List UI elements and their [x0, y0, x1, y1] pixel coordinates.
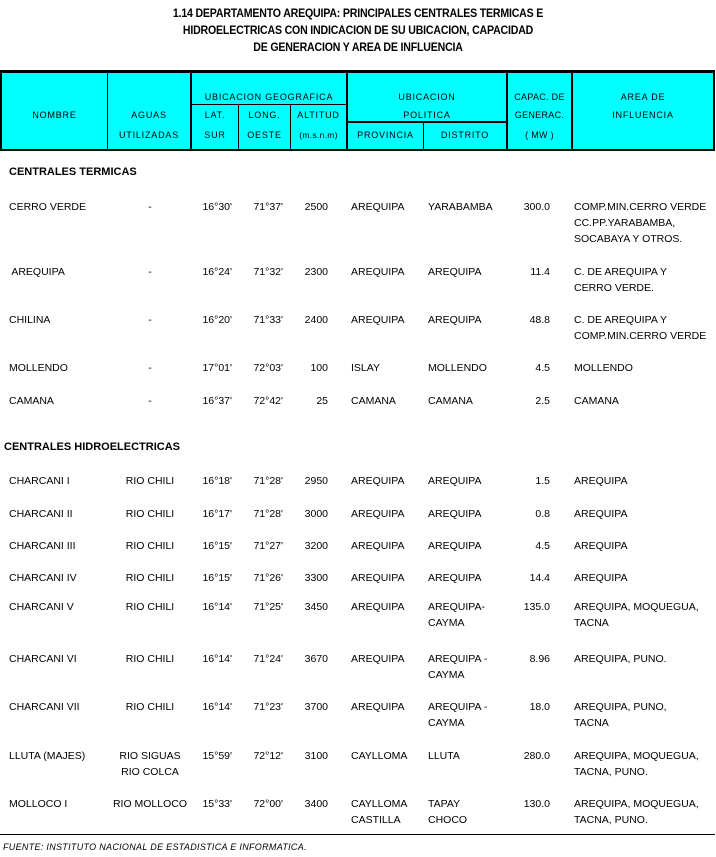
row-divider: [346, 121, 508, 123]
section-title: CENTRALES HIDROELECTRICAS: [4, 441, 181, 453]
cell-aguas: RIO COLCA: [121, 766, 179, 778]
cell-area: AREQUIPA, PUNO,: [574, 701, 667, 713]
cell-area: AREQUIPA, PUNO.: [574, 653, 667, 665]
cell-nombre: LLUTA (MAJES): [9, 750, 86, 762]
cell-aguas: -: [148, 266, 152, 278]
cell-lat: 16°15': [202, 572, 232, 584]
cell-long: 71°32': [253, 266, 283, 278]
table-bottom-rule: [0, 834, 715, 835]
source-footnote: FUENTE: INSTITUTO NACIONAL DE ESTADISTICA E INFORMATICA.: [3, 842, 307, 852]
cell-nombre: MOLLOCO I: [9, 798, 68, 810]
cell-area: AREQUIPA, MOQUEGUA,: [574, 601, 699, 613]
cell-provincia: CASTILLA: [351, 814, 401, 826]
cell-aguas: RIO SIGUAS: [119, 750, 181, 762]
cell-alt: 2950: [304, 475, 328, 487]
cell-area: AREQUIPA: [574, 508, 628, 520]
header-capacidad: CAPAC. DE: [514, 92, 565, 102]
cell-distrito: CAMANA: [428, 395, 473, 407]
cell-area: COMP.MIN.CERRO VERDE: [574, 201, 707, 213]
cell-nombre: CERRO VERDE: [9, 201, 87, 213]
cell-area: AREQUIPA: [574, 540, 628, 552]
cell-long: 71°24': [253, 653, 283, 665]
cell-alt: 3670: [304, 653, 328, 665]
cell-distrito: MOLLENDO: [428, 362, 487, 374]
cell-area: SOCABAYA Y OTROS.: [574, 233, 683, 245]
cell-lat: 16°30': [202, 201, 232, 213]
cell-aguas: RIO CHILI: [125, 508, 175, 520]
cell-area: AREQUIPA, MOQUEGUA,: [574, 750, 699, 762]
cell-distrito: AREQUIPA: [428, 314, 482, 326]
cell-area: CC.PP.YARABAMBA,: [574, 217, 676, 229]
cell-distrito: CHOCO: [428, 814, 468, 826]
cell-alt: 2300: [304, 266, 328, 278]
cell-cap: 135.0: [523, 601, 550, 613]
cell-distrito: CAYMA: [428, 669, 465, 681]
cell-nombre: CHARCANI V: [9, 601, 74, 613]
cell-distrito: CAYMA: [428, 617, 465, 629]
cell-provincia: AREQUIPA: [351, 508, 405, 520]
cell-provincia: CAYLLOMA: [351, 750, 408, 762]
cell-long: 71°27': [253, 540, 283, 552]
cell-provincia: AREQUIPA: [351, 601, 405, 613]
cell-cap: 4.5: [535, 362, 550, 374]
cell-provincia: ISLAY: [351, 362, 380, 374]
cell-provincia: AREQUIPA: [351, 266, 405, 278]
cell-aguas: RIO CHILI: [125, 572, 175, 584]
cell-lat: 16°14': [202, 701, 232, 713]
cell-alt: 3450: [304, 601, 328, 613]
header-aguas: UTILIZADAS: [118, 130, 179, 140]
cell-provincia: AREQUIPA: [351, 201, 405, 213]
cell-provincia: AREQUIPA: [351, 572, 405, 584]
header-ubicacion-politica: UBICACION: [398, 92, 456, 102]
cell-nombre: CHARCANI VII: [9, 701, 80, 713]
cell-nombre: CHARCANI VI: [9, 653, 77, 665]
cell-long: 71°25': [253, 601, 283, 613]
cell-nombre: CHARCANI I: [9, 475, 70, 487]
cell-lat: 15°59': [202, 750, 232, 762]
cell-cap: 300.0: [523, 201, 550, 213]
cell-aguas: RIO CHILI: [125, 653, 175, 665]
cell-nombre: AREQUIPA: [9, 266, 65, 278]
cell-alt: 3300: [304, 572, 328, 584]
header-area: INFLUENCIA: [612, 110, 674, 120]
cell-provincia: CAYLLOMA: [351, 798, 408, 810]
cell-lat: 17°01': [202, 362, 232, 374]
cell-provincia: AREQUIPA: [351, 540, 405, 552]
cell-area: COMP.MIN.CERRO VERDE: [574, 330, 707, 342]
cell-area: TACNA: [574, 717, 609, 729]
table-title: [29, 6, 688, 57]
cell-long: 71°23': [253, 701, 283, 713]
cell-cap: 14.4: [529, 572, 550, 584]
cell-cap: 4.5: [535, 540, 550, 552]
title-line: 1.14 DEPARTAMENTO AREQUIPA: PRINCIPALES CENTRALES TERMICAS E: [172, 8, 544, 20]
cell-alt: 2500: [304, 201, 328, 213]
cell-long: 71°28': [253, 475, 283, 487]
header-altitud: (m.s.n.m): [299, 130, 338, 140]
table-header: [0, 70, 715, 151]
cell-cap: 2.5: [535, 395, 550, 407]
cell-lat: 16°17': [202, 508, 232, 520]
header-capacidad: GENERAC.: [514, 110, 565, 120]
cell-distrito: CAYMA: [428, 717, 465, 729]
cell-area: AREQUIPA, MOQUEGUA,: [574, 798, 699, 810]
cell-provincia: AREQUIPA: [351, 314, 405, 326]
cell-nombre: MOLLENDO: [9, 362, 68, 374]
cell-cap: 11.4: [530, 266, 550, 278]
header-ubicacion-geografica: UBICACION GEOGRAFICA: [204, 92, 334, 102]
cell-distrito: AREQUIPA: [428, 475, 482, 487]
header-border-right: [713, 70, 715, 151]
cell-lat: 16°37': [202, 395, 232, 407]
cell-alt: 2400: [304, 314, 328, 326]
header-area: AREA DE: [620, 92, 666, 102]
cell-distrito: LLUTA: [428, 750, 460, 762]
cell-lat: 16°20': [202, 314, 232, 326]
cell-nombre: CHILINA: [9, 314, 51, 326]
cell-provincia: AREQUIPA: [351, 653, 405, 665]
cell-alt: 25: [316, 395, 328, 407]
header-nombre: NOMBRE: [32, 110, 77, 120]
cell-area: C. DE AREQUIPA Y: [574, 266, 667, 278]
cell-alt: 100: [310, 362, 328, 374]
cell-area: TACNA, PUNO.: [574, 766, 648, 778]
cell-long: 71°26': [253, 572, 283, 584]
cell-lat: 16°14': [202, 601, 232, 613]
cell-provincia: AREQUIPA: [351, 701, 405, 713]
cell-distrito: AREQUIPA-: [428, 601, 485, 613]
cell-alt: 3700: [304, 701, 328, 713]
cell-cap: 18.0: [529, 701, 550, 713]
cell-cap: 8.96: [529, 653, 550, 665]
cell-aguas: -: [148, 201, 152, 213]
cell-aguas: RIO CHILI: [125, 540, 175, 552]
header-lat: SUR: [204, 130, 226, 140]
header-lat: LAT.: [204, 110, 226, 120]
header-provincia: PROVINCIA: [357, 130, 414, 140]
cell-aguas: -: [148, 362, 152, 374]
cell-cap: 280.0: [523, 750, 550, 762]
cell-aguas: RIO CHILI: [125, 601, 175, 613]
header-ubicacion-politica: POLITICA: [403, 110, 451, 120]
cell-aguas: RIO MOLLOCO: [112, 798, 188, 810]
cell-area: TACNA, PUNO.: [574, 814, 648, 826]
title-line: DE GENERACION Y AREA DE INFLUENCIA: [253, 42, 463, 54]
cell-distrito: AREQUIPA -: [428, 653, 488, 665]
cell-cap: 0.8: [535, 508, 550, 520]
cell-provincia: CAMANA: [351, 395, 396, 407]
cell-distrito: TAPAY: [428, 798, 461, 810]
cell-area: MOLLENDO: [574, 362, 633, 374]
header-distrito: DISTRITO: [440, 130, 490, 140]
cell-aguas: -: [148, 395, 152, 407]
cell-long: 72°00': [253, 798, 283, 810]
cell-nombre: CHARCANI III: [9, 540, 76, 552]
cell-aguas: RIO CHILI: [125, 701, 175, 713]
cell-long: 72°12': [253, 750, 283, 762]
header-aguas: AGUAS: [131, 110, 167, 120]
cell-nombre: CAMANA: [9, 395, 54, 407]
cell-area: CAMANA: [574, 395, 619, 407]
cell-long: 71°33': [253, 314, 283, 326]
cell-long: 71°37': [253, 201, 283, 213]
cell-distrito: AREQUIPA: [428, 266, 482, 278]
cell-provincia: AREQUIPA: [351, 475, 405, 487]
cell-distrito: AREQUIPA: [428, 540, 482, 552]
cell-area: AREQUIPA: [574, 572, 628, 584]
cell-distrito: YARABAMBA: [428, 201, 493, 213]
cell-lat: 16°18': [202, 475, 232, 487]
cell-nombre: CHARCANI IV: [9, 572, 77, 584]
cell-alt: 3100: [304, 750, 328, 762]
cell-alt: 3000: [304, 508, 328, 520]
cell-area: AREQUIPA: [574, 475, 628, 487]
cell-cap: 1.5: [535, 475, 550, 487]
cell-area: TACNA: [574, 617, 609, 629]
cell-lat: 16°15': [202, 540, 232, 552]
title-line: HIDROELECTRICAS CON INDICACION DE SU UBICACION, CAPACIDAD: [182, 25, 534, 37]
cell-cap: 130.0: [523, 798, 550, 810]
cell-distrito: AREQUIPA -: [428, 701, 488, 713]
cell-distrito: AREQUIPA: [428, 572, 482, 584]
cell-lat: 15°33': [202, 798, 232, 810]
cell-aguas: RIO CHILI: [125, 475, 175, 487]
row-divider: [191, 104, 347, 105]
cell-distrito: AREQUIPA: [428, 508, 482, 520]
header-long: LONG.: [248, 110, 281, 120]
cell-cap: 48.8: [529, 314, 550, 326]
cell-long: 71°28': [253, 508, 283, 520]
cell-area: C. DE AREQUIPA Y: [574, 314, 667, 326]
header-long: OESTE: [247, 130, 282, 140]
cell-alt: 3400: [304, 798, 328, 810]
header-altitud: ALTITUD: [297, 110, 340, 120]
cell-long: 72°42': [253, 395, 283, 407]
cell-nombre: CHARCANI II: [9, 508, 73, 520]
cell-aguas: -: [148, 314, 152, 326]
cell-lat: 16°14': [202, 653, 232, 665]
section-title: CENTRALES TERMICAS: [9, 166, 137, 178]
cell-alt: 3200: [304, 540, 328, 552]
cell-area: CERRO VERDE.: [574, 282, 654, 294]
cell-long: 72°03': [253, 362, 283, 374]
header-capacidad: ( MW ): [525, 130, 554, 140]
cell-lat: 16°24': [202, 266, 232, 278]
